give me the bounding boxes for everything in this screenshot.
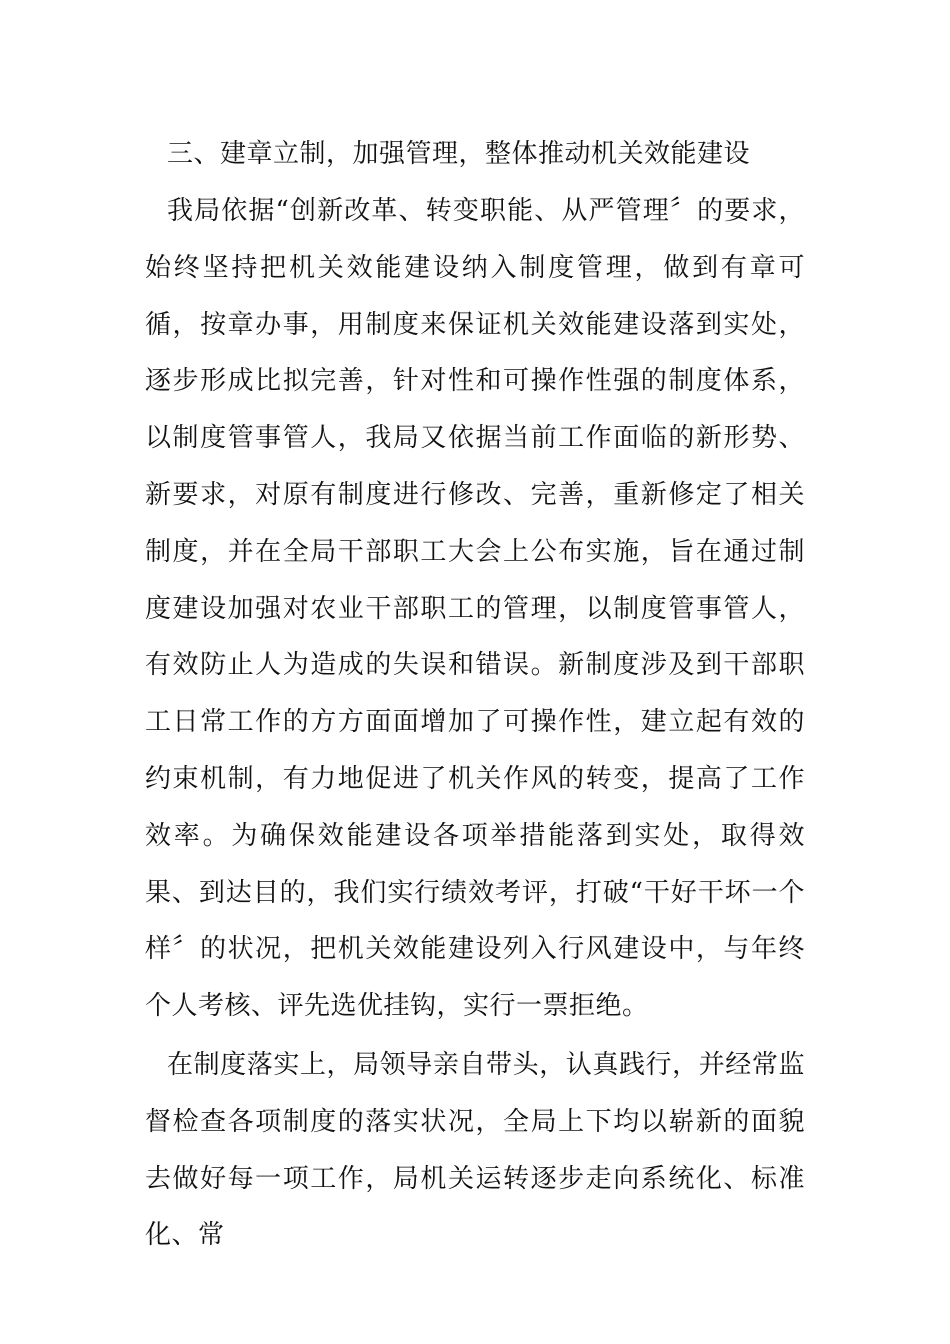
paragraph-1: 我局依据“创新改革、转变职能、从严管理〞的要求，始终坚持把机关效能建设纳入制度管理，做到有章可循，按章办事，用制度来保证机关效能建设落到实处，逐步形成比拟完善，针对性和可操作性强的制度体系，以制度管事管人，我局又依据当前工作面临的新形势、新要求，对原有制度进行修改、完善，重新修定了相关制度，并在全局干部职工大会上公布实施，旨在通过制度建设加强对农业干部职工的管理，以制度管事管人，有效防止人为造成的失误和错误。新制度涉及到干部职工日常工作的方方面面增加了可操作性，建立起有效的约束机制，有力地促进了机关作风的转变，提高了工作效率。为确保效能建设各项举措能落到实处，取得效果、到达目的，我们实行绩效考评，打破“干好干坏一个样〞的状况，把机关效能建设列入行风建设中，与年终个人考核、评先选优挂钩，实行一票拒绝。 — [145, 196, 805, 1022]
section-heading: 三、建章立制，加强管理，整体推动机关效能建设 — [167, 139, 751, 169]
paragraph-2: 在制度落实上，局领导亲自带头，认真践行，并经常监督检查各项制度的落实状况，全局上下均以崭新的面貌去做好每一项工作，局机关运转逐步走向系统化、标准化、常 — [145, 1050, 805, 1251]
